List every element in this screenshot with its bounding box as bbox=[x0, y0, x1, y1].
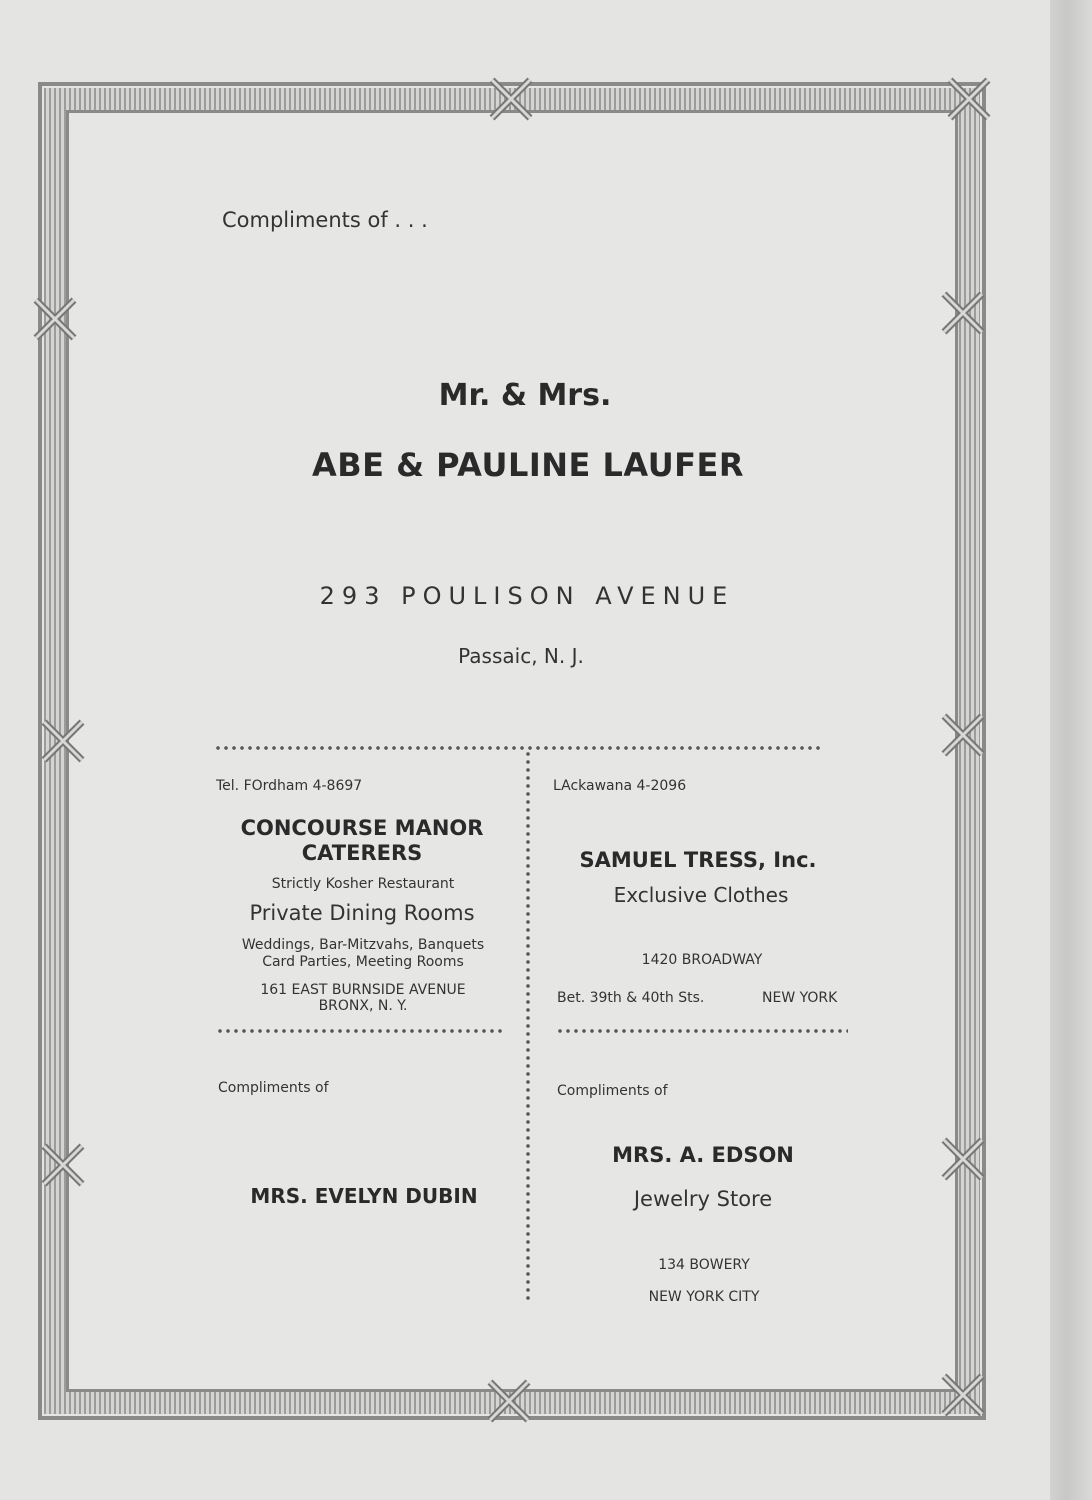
tress-city: NEW YORK bbox=[762, 990, 838, 1006]
edson-address-line2: NEW YORK CITY bbox=[648, 1289, 760, 1305]
ribbon-knot-icon bbox=[40, 1142, 86, 1188]
edson-address-line1: 134 BOWERY bbox=[658, 1257, 750, 1273]
concourse-tagline: Strictly Kosher Restaurant bbox=[271, 876, 455, 892]
edson-name: MRS. A. EDSON bbox=[612, 1143, 794, 1167]
dotted-divider-vertical bbox=[524, 750, 532, 1300]
ribbon-knot-icon bbox=[486, 1378, 532, 1424]
ribbon-knot-icon bbox=[946, 76, 992, 122]
compliments-heading: Compliments of . . . bbox=[222, 208, 428, 232]
main-ad-names: ABE & PAULINE LAUFER bbox=[311, 446, 745, 484]
main-ad-city: Passaic, N. J. bbox=[458, 644, 584, 668]
tress-name: SAMUEL TRESS, Inc. bbox=[579, 848, 817, 872]
tress-address: 1420 BROADWAY bbox=[641, 952, 763, 968]
ribbon-knot-icon bbox=[32, 296, 78, 342]
ribbon-knot-icon bbox=[940, 1136, 986, 1182]
ribbon-knot-icon bbox=[40, 718, 86, 764]
concourse-services-line1: Weddings, Bar-Mitzvahs, Banquets bbox=[241, 937, 485, 953]
dubin-name: MRS. EVELYN DUBIN bbox=[250, 1184, 478, 1208]
ribbon-knot-icon bbox=[940, 712, 986, 758]
dotted-divider-left bbox=[216, 1027, 506, 1035]
concourse-feature: Private Dining Rooms bbox=[249, 901, 475, 925]
dotted-divider-right bbox=[556, 1027, 848, 1035]
edson-tagline: Jewelry Store bbox=[633, 1187, 773, 1211]
ribbon-knot-icon bbox=[940, 290, 986, 336]
concourse-services-line2: Card Parties, Meeting Rooms bbox=[262, 954, 464, 970]
concourse-name-line2: CATERERS bbox=[301, 841, 423, 865]
concourse-name-line1: CONCOURSE MANOR bbox=[240, 816, 484, 840]
edson-compliments: Compliments of bbox=[557, 1083, 668, 1099]
ribbon-knot-icon bbox=[940, 1372, 986, 1418]
main-ad-street: 293 POULISON AVENUE bbox=[319, 582, 735, 610]
tress-cross-streets: Bet. 39th & 40th Sts. bbox=[557, 990, 705, 1006]
main-ad-salutation: Mr. & Mrs. bbox=[438, 378, 612, 413]
concourse-phone: Tel. FOrdham 4-8697 bbox=[216, 778, 363, 794]
tress-tagline: Exclusive Clothes bbox=[613, 883, 789, 907]
tress-phone: LAckawana 4-2096 bbox=[553, 778, 687, 794]
page-edge bbox=[1050, 0, 1092, 1500]
concourse-address-line1: 161 EAST BURNSIDE AVENUE bbox=[260, 982, 466, 998]
dotted-divider-top bbox=[214, 744, 824, 752]
concourse-address-line2: BRONX, N. Y. bbox=[318, 998, 408, 1014]
dubin-compliments: Compliments of bbox=[218, 1080, 329, 1096]
ribbon-knot-icon bbox=[488, 76, 534, 122]
